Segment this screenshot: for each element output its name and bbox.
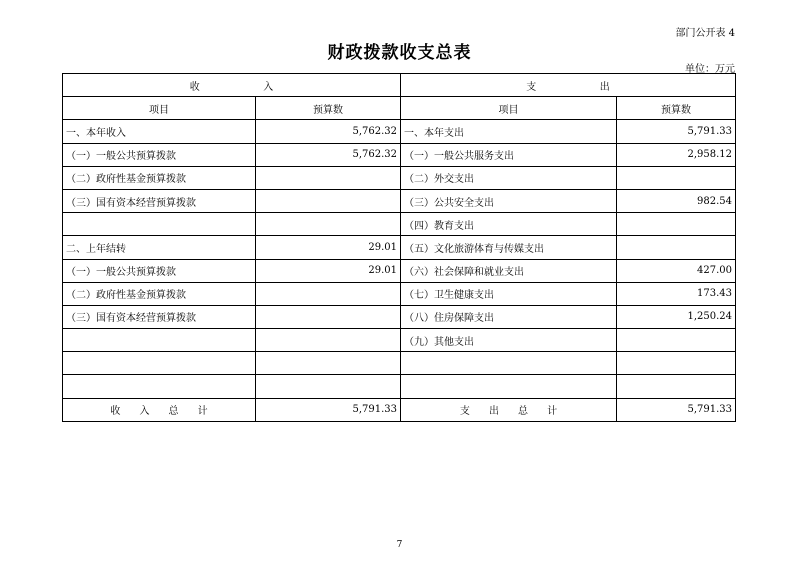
table-row bbox=[63, 375, 736, 398]
income-label bbox=[63, 352, 256, 375]
expense-label: （三）公共安全支出 bbox=[401, 189, 617, 212]
expense-value bbox=[617, 375, 736, 398]
income-value bbox=[256, 352, 401, 375]
page-number: 7 bbox=[396, 540, 403, 550]
expense-value: 5,791.33 bbox=[617, 120, 736, 143]
income-header: 收 入 bbox=[63, 74, 401, 97]
expense-label: （八）住房保障支出 bbox=[401, 305, 617, 328]
income-total-value: 5,791.33 bbox=[256, 398, 401, 421]
income-value bbox=[256, 375, 401, 398]
expense-label: （七）卫生健康支出 bbox=[401, 282, 617, 305]
income-item-header: 项目 bbox=[63, 97, 256, 120]
expense-value bbox=[617, 213, 736, 236]
income-value bbox=[256, 329, 401, 352]
income-label: 一、本年收入 bbox=[63, 120, 256, 143]
expense-label bbox=[401, 375, 617, 398]
expense-label: （九）其他支出 bbox=[401, 329, 617, 352]
expense-label bbox=[401, 352, 617, 375]
income-label: （三）国有资本经营预算拨款 bbox=[63, 189, 256, 212]
income-budget-header: 预算数 bbox=[256, 97, 401, 120]
expense-header: 支 出 bbox=[401, 74, 736, 97]
income-value bbox=[256, 213, 401, 236]
table-row bbox=[63, 120, 736, 143]
table-row bbox=[63, 166, 736, 189]
expense-value bbox=[617, 236, 736, 259]
income-value: 5,762.32 bbox=[256, 143, 401, 166]
table-row bbox=[63, 189, 736, 212]
expense-value: 2,958.12 bbox=[617, 143, 736, 166]
totals-row bbox=[63, 398, 736, 421]
expense-value: 1,250.24 bbox=[617, 305, 736, 328]
table-row bbox=[63, 143, 736, 166]
expense-total-label: 支 出 总 计 bbox=[401, 398, 617, 421]
expense-value bbox=[617, 166, 736, 189]
expense-budget-header: 预算数 bbox=[617, 97, 736, 120]
expense-value bbox=[617, 329, 736, 352]
unit-label: 单位：万元 bbox=[685, 64, 735, 75]
income-label: 二、上年结转 bbox=[63, 236, 256, 259]
expense-total-value: 5,791.33 bbox=[617, 398, 736, 421]
expense-label: （六）社会保障和就业支出 bbox=[401, 259, 617, 282]
table-row bbox=[63, 236, 736, 259]
expense-value: 427.00 bbox=[617, 259, 736, 282]
expense-label: （四）教育支出 bbox=[401, 213, 617, 236]
table-number-label: 部门公开表 4 bbox=[675, 28, 735, 39]
table-row bbox=[63, 259, 736, 282]
income-value: 5,762.32 bbox=[256, 120, 401, 143]
income-label: （三）国有资本经营预算拨款 bbox=[63, 305, 256, 328]
income-value bbox=[256, 189, 401, 212]
income-value bbox=[256, 305, 401, 328]
income-label: （二）政府性基金预算拨款 bbox=[63, 282, 256, 305]
income-label bbox=[63, 213, 256, 236]
expense-label: 一、本年支出 bbox=[401, 120, 617, 143]
column-header-row bbox=[63, 97, 736, 120]
income-total-label: 收 入 总 计 bbox=[63, 398, 256, 421]
budget-summary-table bbox=[62, 73, 736, 422]
income-value: 29.01 bbox=[256, 236, 401, 259]
table-row bbox=[63, 305, 736, 328]
expense-value bbox=[617, 352, 736, 375]
income-value: 29.01 bbox=[256, 259, 401, 282]
expense-item-header: 项目 bbox=[401, 97, 617, 120]
table-row bbox=[63, 352, 736, 375]
expense-value: 173.43 bbox=[617, 282, 736, 305]
income-label bbox=[63, 329, 256, 352]
income-label: （一）一般公共预算拨款 bbox=[63, 143, 256, 166]
expense-label: （二）外交支出 bbox=[401, 166, 617, 189]
income-label: （二）政府性基金预算拨款 bbox=[63, 166, 256, 189]
table-row bbox=[63, 329, 736, 352]
income-value bbox=[256, 166, 401, 189]
income-label: （一）一般公共预算拨款 bbox=[63, 259, 256, 282]
expense-label: （一）一般公共服务支出 bbox=[401, 143, 617, 166]
section-header-row bbox=[63, 74, 736, 97]
page-title: 财政拨款收支总表 bbox=[327, 43, 472, 63]
table-row bbox=[63, 213, 736, 236]
expense-value: 982.54 bbox=[617, 189, 736, 212]
expense-label: （五）文化旅游体育与传媒支出 bbox=[401, 236, 617, 259]
table-row bbox=[63, 282, 736, 305]
income-value bbox=[256, 282, 401, 305]
income-label bbox=[63, 375, 256, 398]
